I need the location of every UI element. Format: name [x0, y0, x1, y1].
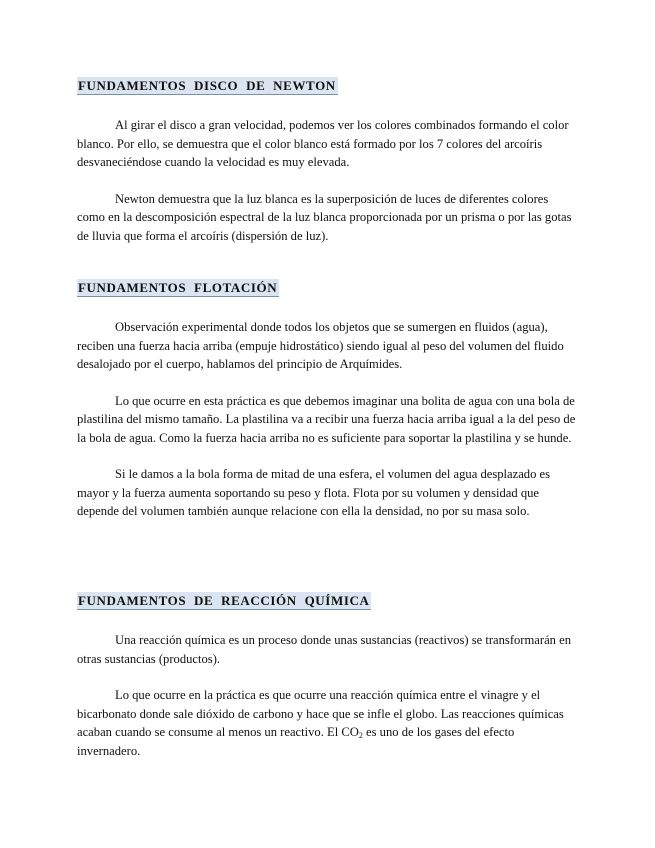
section-heading: FUNDAMENTOS DE REACCIÓN QUÍMICA	[78, 593, 370, 608]
paragraph: Si le damos a la bola forma de mitad de una esfera, el volumen del agua desplazado es mayor y la fuerza aumenta soportando su peso y flota. Flota por su volumen y densidad que depende del volumen también aunque relacione con ella la densidad, no por su masa solo.	[77, 467, 551, 518]
paragraph-text: es uno de los gases del efecto invernadero.	[77, 725, 515, 758]
paragraph: Al girar el disco a gran velocidad, podemos ver los colores combinados formando el color blanco. Por ello, se demuestra que el color blanco está formado por los 7 colores del arcoíris desvaneciéndose cuando la velocidad es muy elevada.	[77, 118, 569, 169]
section-newton-disc	[77, 77, 577, 245]
subscript-2: 2	[358, 731, 363, 740]
paragraph: Newton demuestra que la luz blanca es la superposición de luces de diferentes colores como en la descomposición espectral de la luz blanca proporcionada por un prisma o por las gotas de lluvia que forma el arcoíris (dispersión de luz).	[77, 191, 572, 243]
paragraph	[77, 686, 577, 760]
section-heading: FUNDAMENTOS FLOTACIÓN	[78, 280, 278, 295]
section-flotation	[77, 279, 577, 521]
paragraph: Una reacción química es un proceso donde unas sustancias (reactivos) se transformarán en otras sustancias (productos).	[77, 633, 572, 666]
paragraph: Observación experimental donde todos los objetos que se sumergen en fluidos (agua), reciben una fuerza hacia arriba (empuje hidrostático) siendo igual al peso del volumen del fluido desalojado por el cuerpo, hablamos del principio de Arquímides.	[77, 320, 564, 371]
paragraph-text: Lo que ocurre en la práctica es que ocurre una reacción química entre el vinagre y el bicarbonato donde sale dióxido de carbono y hace que se infle el globo. Las reacciones químicas acaban cuando se consume al menos un reactivo. El CO	[77, 688, 564, 739]
section-heading: FUNDAMENTOS DISCO DE NEWTON	[78, 78, 336, 93]
paragraph: Lo que ocurre en esta práctica es que debemos imaginar una bolita de agua con una bola de plastilina del mismo tamaño. La plastilina va a recibir una fuerza hacia arriba igual a la del peso de la bola de agua. Como la fuerza hacia arriba no es suficiente para soportar la plastilina y se hunde.	[77, 393, 576, 445]
section-chemical-reaction	[77, 592, 577, 760]
